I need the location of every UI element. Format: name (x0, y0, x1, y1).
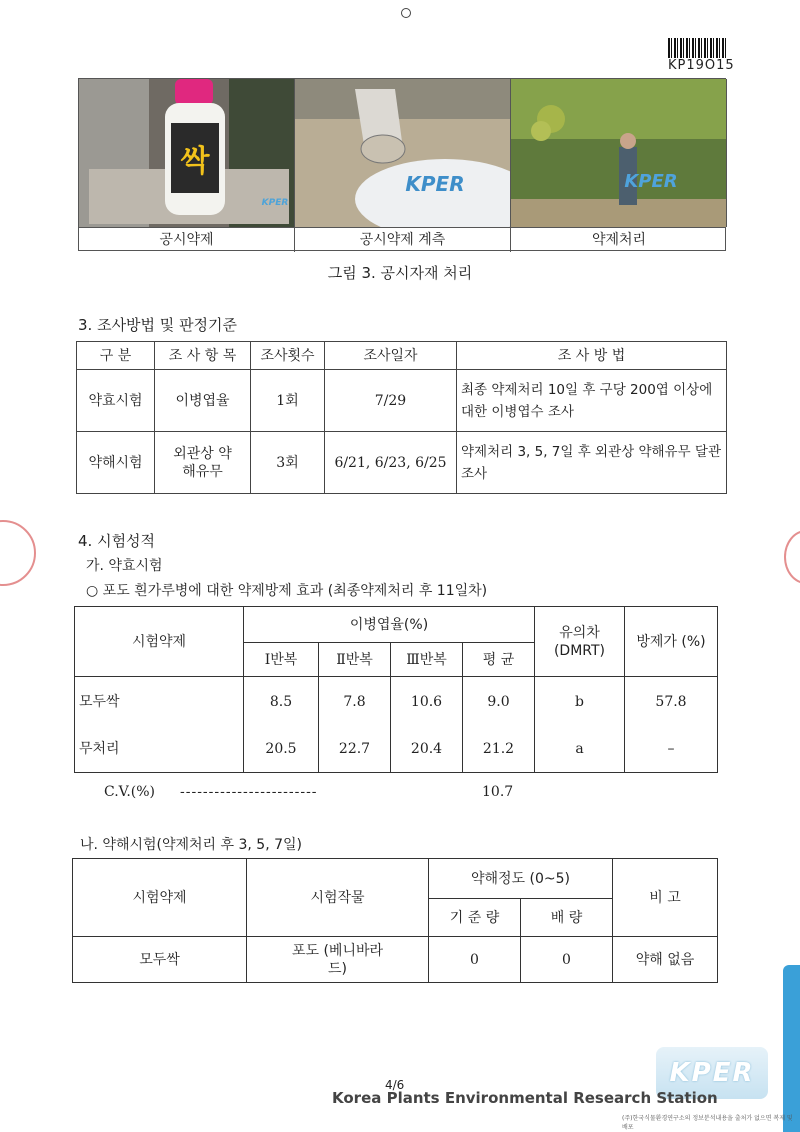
bottle-cap (175, 79, 213, 105)
photo-pesticide-measure (295, 79, 511, 227)
th-pesticide: 시험약제 (75, 607, 244, 677)
table-row (77, 432, 727, 494)
survey-method-table (76, 341, 727, 494)
photo-spraying (511, 79, 727, 227)
bottle-photo-svg (79, 79, 295, 227)
th-method: 조 사 방 법 (457, 342, 727, 370)
figure-title: 그림 3. 공시자재 처리 (327, 264, 473, 282)
cell-avg: 21.2 (463, 727, 535, 773)
caption-row (79, 227, 725, 252)
efficacy-bullet: ○ 포도 흰가루병에 대한 약제방제 효과 (최종약제처리 후 11일차) (86, 583, 488, 599)
cell-r1: 20.5 (244, 727, 319, 773)
cell-r2: 7.8 (319, 677, 391, 727)
caption-measure: 공시약제 계측 (295, 228, 511, 252)
th-rate: 이병엽율(%) (244, 607, 535, 643)
cell-double: 0 (521, 937, 613, 983)
cell-category: 약해시험 (77, 432, 155, 494)
th-rep1: Ⅰ반복 (244, 643, 319, 677)
cell-r3: 10.6 (391, 677, 463, 727)
cell-r3: 20.4 (391, 727, 463, 773)
report-code: KP19O15 (668, 58, 735, 73)
caption-pesticide: 공시약제 (79, 228, 295, 252)
photo-figure (78, 78, 726, 251)
table-row (75, 677, 718, 727)
caption-treatment: 약제처리 (591, 232, 647, 248)
hole-punch-mark (401, 8, 411, 18)
th-rep2: Ⅱ반복 (319, 643, 391, 677)
th-rep3: Ⅲ반복 (391, 643, 463, 677)
watermark-1: KPER (261, 198, 289, 208)
cell-count: 1회 (251, 370, 325, 432)
cell-name: 무처리 (75, 727, 244, 773)
cv-value: 10.7 (482, 784, 514, 800)
th-pesticide: 시험약제 (73, 859, 247, 937)
measure-photo-svg (295, 79, 511, 227)
table-row (77, 370, 727, 432)
table-header-row (73, 859, 718, 899)
th-date: 조사일자 (325, 342, 457, 370)
official-seal-left (0, 520, 36, 586)
spray-photo-svg (511, 79, 727, 227)
cv-label: C.V.(%) (104, 784, 156, 800)
section3-heading: 3. 조사방법 및 판정기준 (78, 316, 238, 334)
watermark-3: KPER (624, 171, 678, 192)
official-seal-right (784, 530, 800, 584)
side-color-bar (783, 965, 800, 1132)
th-count: 조사횟수 (251, 342, 325, 370)
cell-r2: 22.7 (319, 727, 391, 773)
cell-category: 약효시험 (77, 370, 155, 432)
table-row (73, 937, 718, 983)
page-number: 4/6 (385, 1078, 405, 1092)
th-note: 비 고 (613, 859, 718, 937)
logo-text: KPER (669, 1058, 755, 1088)
cell-date: 6/21, 6/23, 6/25 (325, 432, 457, 494)
cell-item: 외관상 약해유무 (155, 432, 251, 494)
barcode (668, 38, 726, 58)
cell-count: 3회 (251, 432, 325, 494)
th-degree: 약해정도 (0~5) (429, 859, 613, 899)
section4-heading: 4. 시험성적 (78, 532, 156, 550)
cell-note: 약해 없음 (613, 937, 718, 983)
th-category: 구 분 (77, 342, 155, 370)
th-crop: 시험작물 (247, 859, 429, 937)
cell-date: 7/29 (325, 370, 457, 432)
footer-fine-print: (주)한국식물환경연구소의 정보분석내용을 출처가 없으면 복제 및 배포 (622, 1115, 793, 1131)
th-dmrt: 유의차 (DMRT) (535, 607, 625, 677)
photo-pesticide-bottle (79, 79, 295, 227)
table-row (75, 727, 718, 773)
sub-heading-phytotoxicity: 나. 약해시험(약제처리 후 3, 5, 7일) (80, 837, 303, 853)
cell-method: 최종 약제처리 10일 후 구당 200엽 이상에 대한 이병엽수 조사 (457, 370, 727, 432)
station-name: Korea Plants Environmental Research Station (332, 1089, 718, 1107)
efficacy-table (74, 606, 718, 773)
phytotoxicity-table (72, 858, 718, 983)
cell-r1: 8.5 (244, 677, 319, 727)
cell-avg: 9.0 (463, 677, 535, 727)
cell-control: – (625, 727, 718, 773)
cell-method: 약제처리 3, 5, 7일 후 외관상 약해유무 달관조사 (457, 432, 727, 494)
table-header-row (77, 342, 727, 370)
th-std: 기 준 량 (429, 899, 521, 937)
cell-name: 모두싹 (75, 677, 244, 727)
th-double: 배 량 (521, 899, 613, 937)
bottle-label: 싹 (180, 144, 210, 179)
cell-dmrt: b (535, 677, 625, 727)
watermark-2: KPER (405, 172, 465, 196)
th-avg: 평 균 (463, 643, 535, 677)
cell-crop: 포도 (베니바라드) (247, 937, 429, 983)
th-control: 방제가 (%) (625, 607, 718, 677)
cell-dmrt: a (535, 727, 625, 773)
cell-name: 모두싹 (73, 937, 247, 983)
cell-std: 0 (429, 937, 521, 983)
th-item: 조 사 항 목 (155, 342, 251, 370)
cell-control: 57.8 (625, 677, 718, 727)
sub-heading-efficacy: 가. 약효시험 (86, 558, 163, 574)
cell-item: 이병엽율 (155, 370, 251, 432)
table-header-row (75, 607, 718, 643)
cv-dashes: ------------------------ (180, 784, 318, 800)
